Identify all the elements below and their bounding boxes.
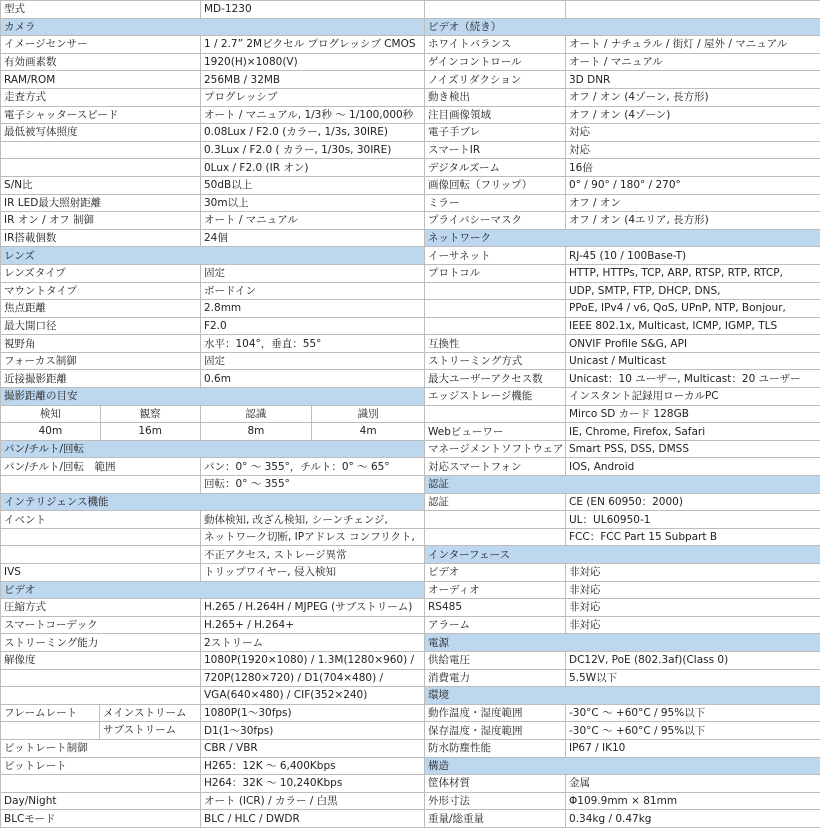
spec-row: [425, 159, 820, 177]
spec-row: [1, 775, 425, 793]
spec-value: H265：12K ～ 6,400Kbps: [201, 757, 425, 775]
spec-row: [425, 36, 820, 54]
section-header: ビデオ（続き）: [425, 18, 820, 36]
spec-label: [1, 141, 201, 159]
spec-value: 16倍: [566, 159, 820, 177]
spec-row: [425, 71, 820, 89]
spec-row: [1, 564, 425, 582]
spec-value: UL：UL60950-1: [566, 511, 820, 529]
spec-row: [1, 282, 425, 300]
spec-value: オフ / オン (4ゾーン): [566, 106, 820, 124]
spec-label: [1, 546, 201, 564]
spec-row: [1, 370, 425, 388]
spec-label-split: [1, 722, 201, 740]
spec-row: [425, 722, 820, 740]
spec-sublabel: メインストリーム: [103, 706, 187, 719]
spec-row: [1, 669, 425, 687]
spec-value: オフ / オン (4ゾーン, 長方形): [566, 88, 820, 106]
spec-row: [425, 194, 820, 212]
spec-label: 認証: [425, 493, 566, 511]
spec-value: 0.6m: [201, 370, 425, 388]
spec-row: [1, 440, 425, 458]
spec-value: 回転：0° ～ 355°: [201, 476, 425, 494]
spec-row: [425, 546, 820, 564]
spec-label: ストリーミング方式: [425, 352, 566, 370]
spec-row: [1, 88, 425, 106]
spec-row: [1, 300, 425, 318]
spec-value: BLC / HLC / DWDR: [201, 810, 425, 828]
spec-row: [1, 599, 425, 617]
spec-row: [425, 458, 820, 476]
spec-row: [425, 124, 820, 142]
section-header: 環境: [425, 687, 820, 705]
spec-value: VGA(640×480) / CIF(352×240): [201, 687, 425, 705]
spec-label: IR搭載個数: [1, 229, 201, 247]
spec-value: MD-1230: [201, 1, 425, 19]
spec-label: IVS: [1, 564, 201, 582]
spec-value: IP67 / IK10: [566, 739, 820, 757]
spec-value: トリップワイヤー, 侵入検知: [201, 564, 425, 582]
spec-row: [425, 1, 820, 19]
spec-label: 焦点距離: [1, 300, 201, 318]
spec-label: [425, 282, 566, 300]
spec-row: [1, 36, 425, 54]
spec-label: IR オン / オフ 制御: [1, 212, 201, 230]
spec-label: 型式: [1, 1, 201, 19]
spec-label: 動き検出: [425, 88, 566, 106]
spec-value: 非対応: [566, 616, 820, 634]
spec-value: 720P(1280×720) / D1(704×480) /: [201, 669, 425, 687]
spec-label: Day/Night: [1, 792, 201, 810]
spec-row: [425, 511, 820, 529]
spec-label: [425, 317, 566, 335]
spec-value: H.265+ / H.264+: [201, 616, 425, 634]
spec-label: ゲインコントロール: [425, 53, 566, 71]
spec-row: [425, 634, 820, 652]
spec-label: スマートIR: [425, 141, 566, 159]
spec-value: 256MB / 32MB: [201, 71, 425, 89]
spec-row: [425, 599, 820, 617]
spec-value: UDP, SMTP, FTP, DHCP, DNS,: [566, 282, 820, 300]
spec-row: [1, 616, 425, 634]
distance-row: [1, 423, 425, 441]
spec-row: [1, 264, 425, 282]
spec-label: 有効画素数: [1, 53, 201, 71]
spec-value: 2.8mm: [201, 300, 425, 318]
spec-label: 最低被写体照度: [1, 124, 201, 142]
spec-value: -30°C ～ +60°C / 95%以下: [566, 704, 820, 722]
spec-value: Smart PSS, DSS, DMSS: [566, 440, 820, 458]
spec-value: オート (ICR) / カラー / 白黒: [201, 792, 425, 810]
spec-label: プライバシーマスク: [425, 212, 566, 230]
spec-row: [1, 493, 425, 511]
spec-row: [425, 247, 820, 265]
spec-value: H.265 / H.264H / MJPEG (サブストリーム): [201, 599, 425, 617]
spec-row: [1, 739, 425, 757]
section-header: 認証: [425, 476, 820, 494]
section-header: ネットワーク: [425, 229, 820, 247]
spec-row: [425, 264, 820, 282]
spec-row: [1, 757, 425, 775]
spec-row: [1, 634, 425, 652]
spec-label: 保存温度・湿度範囲: [425, 722, 566, 740]
spec-value: 不正アクセス, ストレージ異常: [201, 546, 425, 564]
distance-cell: 4m: [359, 425, 377, 438]
spec-value: 30m以上: [201, 194, 425, 212]
distance-cell: 8m: [201, 423, 313, 440]
spec-row: [425, 106, 820, 124]
section-header: 電源: [425, 634, 820, 652]
section-header: ビデオ: [1, 581, 425, 599]
spec-label: IR LED最大照射距離: [1, 194, 201, 212]
spec-value: Unicast / Multicast: [566, 352, 820, 370]
spec-value: 24個: [201, 229, 425, 247]
spec-label: RAM/ROM: [1, 71, 201, 89]
spec-row: [425, 282, 820, 300]
spec-label-split: [1, 704, 201, 722]
spec-row: [425, 440, 820, 458]
spec-label: 解像度: [1, 651, 201, 669]
spec-value: 非対応: [566, 564, 820, 582]
section-header: レンズ: [1, 247, 425, 265]
spec-value: 0° / 90° / 180° / 270°: [566, 176, 820, 194]
spec-row: [1, 53, 425, 71]
spec-row: [1, 71, 425, 89]
section-header: インターフェース: [425, 546, 820, 564]
spec-label: 重量/総重量: [425, 810, 566, 828]
spec-label: 電子シャッタースピード: [1, 106, 201, 124]
spec-label: S/N比: [1, 176, 201, 194]
spec-value: 0.3Lux / F2.0 ( カラー, 1/30s, 30IRE): [201, 141, 425, 159]
spec-label: 外形寸法: [425, 792, 566, 810]
spec-value: D1(1～30fps): [201, 722, 425, 740]
spec-label: 筐体材質: [425, 775, 566, 793]
spec-label: [1, 669, 201, 687]
spec-value: 1 / 2.7” 2Mピクセル プログレッシブ CMOS: [201, 36, 425, 54]
spec-label: 最大開口径: [1, 317, 201, 335]
spec-label: [1, 528, 201, 546]
spec-table-right: [424, 0, 820, 828]
spec-label: [425, 405, 566, 423]
spec-value: オート / マニュアル: [201, 212, 425, 230]
spec-row: [1, 124, 425, 142]
distance-cell: 検知: [1, 406, 101, 423]
spec-value: CBR / VBR: [201, 739, 425, 757]
section-header: 構造: [425, 757, 820, 775]
spec-value: オフ / オン (4エリア, 長方形): [566, 212, 820, 230]
distance-cell: 識別: [357, 407, 379, 420]
spec-value: FCC：FCC Part 15 Subpart B: [566, 528, 820, 546]
spec-value: 1920(H)×1080(V): [201, 53, 425, 71]
spec-row: [425, 141, 820, 159]
spec-value: HTTP, HTTPs, TCP, ARP, RTSP, RTP, RTCP,: [566, 264, 820, 282]
spec-row: [1, 212, 425, 230]
spec-label: ノイズリダクション: [425, 71, 566, 89]
spec-label: 消費電力: [425, 669, 566, 687]
spec-row: [1, 352, 425, 370]
spec-row: [1, 528, 425, 546]
spec-row: [1, 317, 425, 335]
spec-label: スマートコーデック: [1, 616, 201, 634]
spec-value: 0.08Lux / F2.0 (カラー, 1/3s, 30IRE): [201, 124, 425, 142]
spec-label: ビットレート: [1, 757, 201, 775]
spec-row: [1, 581, 425, 599]
distance-cell: 観察: [101, 406, 201, 423]
spec-row: [1, 476, 425, 494]
spec-row: [425, 651, 820, 669]
spec-value: F2.0: [201, 317, 425, 335]
spec-sublabel: サブストリーム: [103, 724, 177, 737]
spec-label: 最大ユーザーアクセス数: [425, 370, 566, 388]
spec-value: 50dB以上: [201, 176, 425, 194]
spec-value: IEEE 802.1x, Multicast, ICMP, IGMP, TLS: [566, 317, 820, 335]
spec-value: Φ109.9mm × 81mm: [566, 792, 820, 810]
spec-label: Webビューワー: [425, 423, 566, 441]
spec-row: [1, 511, 425, 529]
spec-value: 金属: [566, 775, 820, 793]
spec-row: [425, 176, 820, 194]
spec-row: [1, 335, 425, 353]
spec-row: [1, 687, 425, 705]
spec-label: レンズタイプ: [1, 264, 201, 282]
spec-label: [1, 687, 201, 705]
spec-value: IE, Chrome, Firefox, Safari: [566, 423, 820, 441]
spec-row: [1, 810, 425, 828]
spec-row: [1, 458, 425, 476]
spec-label: [425, 1, 566, 19]
spec-value: RJ-45 (10 / 100Base-T): [566, 247, 820, 265]
spec-label: BLCモード: [1, 810, 201, 828]
spec-label: ビデオ: [425, 564, 566, 582]
distance-cell: 認識: [201, 406, 313, 423]
spec-row: [425, 370, 820, 388]
distance-cell: 16m: [101, 423, 201, 440]
spec-row: [425, 405, 820, 423]
spec-row: [1, 651, 425, 669]
spec-label: RS485: [425, 599, 566, 617]
spec-row: [425, 810, 820, 828]
spec-row: [425, 229, 820, 247]
spec-label: デジタルズーム: [425, 159, 566, 177]
spec-value: 非対応: [566, 599, 820, 617]
spec-row: [425, 564, 820, 582]
spec-label: イメージセンサー: [1, 36, 201, 54]
spec-value: オフ / オン: [566, 194, 820, 212]
spec-value: -30°C ～ +60°C / 95%以下: [566, 722, 820, 740]
spec-label: [1, 722, 100, 739]
spec-value: CE (EN 60950：2000): [566, 493, 820, 511]
spec-row: [425, 669, 820, 687]
spec-label: イベント: [1, 511, 201, 529]
spec-label: 電子手ブレ: [425, 124, 566, 142]
spec-row: [425, 352, 820, 370]
spec-label: 動作温度・湿度範囲: [425, 704, 566, 722]
spec-row: [425, 212, 820, 230]
section-header: 撮影距離の目安: [1, 388, 425, 406]
spec-row: [1, 423, 425, 441]
spec-row: [425, 88, 820, 106]
spec-row: [1, 792, 425, 810]
spec-label: [1, 775, 201, 793]
spec-row: [425, 300, 820, 318]
spec-value: 2ストリーム: [201, 634, 425, 652]
spec-value: 1080P(1920×1080) / 1.3M(1280×960) /: [201, 651, 425, 669]
spec-row: [1, 176, 425, 194]
spec-label: 圧縮方式: [1, 599, 201, 617]
spec-value: オート / マニュアル: [566, 53, 820, 71]
spec-row: [1, 18, 425, 36]
spec-value: 非対応: [566, 581, 820, 599]
spec-label: 供給電圧: [425, 651, 566, 669]
spec-row: [425, 739, 820, 757]
spec-value: パン：0° ～ 355°，チルト：0° ～ 65°: [201, 458, 425, 476]
spec-row: [425, 687, 820, 705]
spec-label: 互換性: [425, 335, 566, 353]
spec-value: 固定: [201, 352, 425, 370]
spec-row: [425, 616, 820, 634]
spec-value: ONVIF Profile S&G, API: [566, 335, 820, 353]
spec-row: [1, 388, 425, 406]
spec-value: 固定: [201, 264, 425, 282]
spec-row: [425, 53, 820, 71]
spec-value: 3D DNR: [566, 71, 820, 89]
spec-row: [1, 704, 425, 722]
spec-value: インスタント記録用ローカルPC: [566, 388, 820, 406]
spec-label: ホワイトバランス: [425, 36, 566, 54]
spec-label: イーサネット: [425, 247, 566, 265]
spec-label: パン/チルト/回転 範囲: [1, 458, 201, 476]
spec-value: 対応: [566, 124, 820, 142]
spec-label: オーディオ: [425, 581, 566, 599]
spec-value: オート / マニュアル, 1/3秒 ～ 1/100,000秒: [201, 106, 425, 124]
spec-value: PPoE, IPv4 / v6, QoS, UPnP, NTP, Bonjour,: [566, 300, 820, 318]
spec-row: [1, 229, 425, 247]
spec-label: 画像回転（フリップ）: [425, 176, 566, 194]
spec-value: 動体検知, 改ざん検知, シーンチェンジ,: [201, 511, 425, 529]
spec-label: ストリーミング能力: [1, 634, 201, 652]
spec-row: [425, 528, 820, 546]
spec-value: ボードイン: [201, 282, 425, 300]
spec-row: [1, 405, 425, 423]
spec-row: [425, 704, 820, 722]
spec-label: [425, 300, 566, 318]
spec-row: [425, 388, 820, 406]
spec-label: マネージメントソフトウェア: [425, 440, 566, 458]
spec-row: [1, 546, 425, 564]
distance-row: [1, 405, 425, 423]
spec-label: 防水防塵性能: [425, 739, 566, 757]
spec-row: [425, 476, 820, 494]
spec-value: IOS, Android: [566, 458, 820, 476]
section-header: インテリジェンス機能: [1, 493, 425, 511]
spec-label: ビットレート制御: [1, 739, 201, 757]
spec-row: [425, 581, 820, 599]
spec-row: [1, 722, 425, 740]
spec-value: 1080P(1～30fps): [201, 704, 425, 722]
spec-value: ネットワーク切断, IPアドレス コンフリクト,: [201, 528, 425, 546]
spec-row: [425, 18, 820, 36]
spec-label: 近接撮影距離: [1, 370, 201, 388]
spec-label: フレームレート: [1, 705, 100, 722]
spec-label: アラーム: [425, 616, 566, 634]
distance-cell: 40m: [1, 423, 101, 440]
spec-row: [425, 757, 820, 775]
spec-label: [1, 159, 201, 177]
spec-row: [425, 317, 820, 335]
spec-value: H264：32K ～ 10,240Kbps: [201, 775, 425, 793]
spec-row: [1, 159, 425, 177]
spec-row: [1, 106, 425, 124]
spec-label: 注目画像領域: [425, 106, 566, 124]
spec-value: Mirco SD カード 128GB: [566, 405, 820, 423]
spec-row: [425, 423, 820, 441]
spec-value: 5.5W以下: [566, 669, 820, 687]
spec-label: 視野角: [1, 335, 201, 353]
spec-value: オート / ナチュラル / 街灯 / 屋外 / マニュアル: [566, 36, 820, 54]
spec-label: 走査方式: [1, 88, 201, 106]
spec-value: 水平：104°，垂直：55°: [201, 335, 425, 353]
spec-row: [1, 247, 425, 265]
spec-label: マウントタイプ: [1, 282, 201, 300]
spec-label: エッジストレージ機能: [425, 388, 566, 406]
section-header: カメラ: [1, 18, 425, 36]
spec-label: [425, 511, 566, 529]
spec-row: [425, 493, 820, 511]
spec-row: [425, 335, 820, 353]
spec-value: DC12V, PoE (802.3af)(Class 0): [566, 651, 820, 669]
spec-value: 0.34kg / 0.47kg: [566, 810, 820, 828]
spec-value: [566, 1, 820, 19]
spec-row: [1, 141, 425, 159]
section-header: パン/チルト/回転: [1, 440, 425, 458]
spec-row: [1, 194, 425, 212]
spec-value: プログレッシブ: [201, 88, 425, 106]
spec-value: 0Lux / F2.0 (IR オン): [201, 159, 425, 177]
spec-label: フォーカス制御: [1, 352, 201, 370]
spec-label: 対応スマートフォン: [425, 458, 566, 476]
spec-value: Unicast：10 ユーザー, Multicast：20 ユーザー: [566, 370, 820, 388]
spec-label: ミラー: [425, 194, 566, 212]
spec-label: [425, 528, 566, 546]
spec-row: [425, 792, 820, 810]
spec-row: [1, 1, 425, 19]
spec-label: プロトコル: [425, 264, 566, 282]
spec-value: 対応: [566, 141, 820, 159]
spec-label: [1, 476, 201, 494]
spec-row: [425, 775, 820, 793]
